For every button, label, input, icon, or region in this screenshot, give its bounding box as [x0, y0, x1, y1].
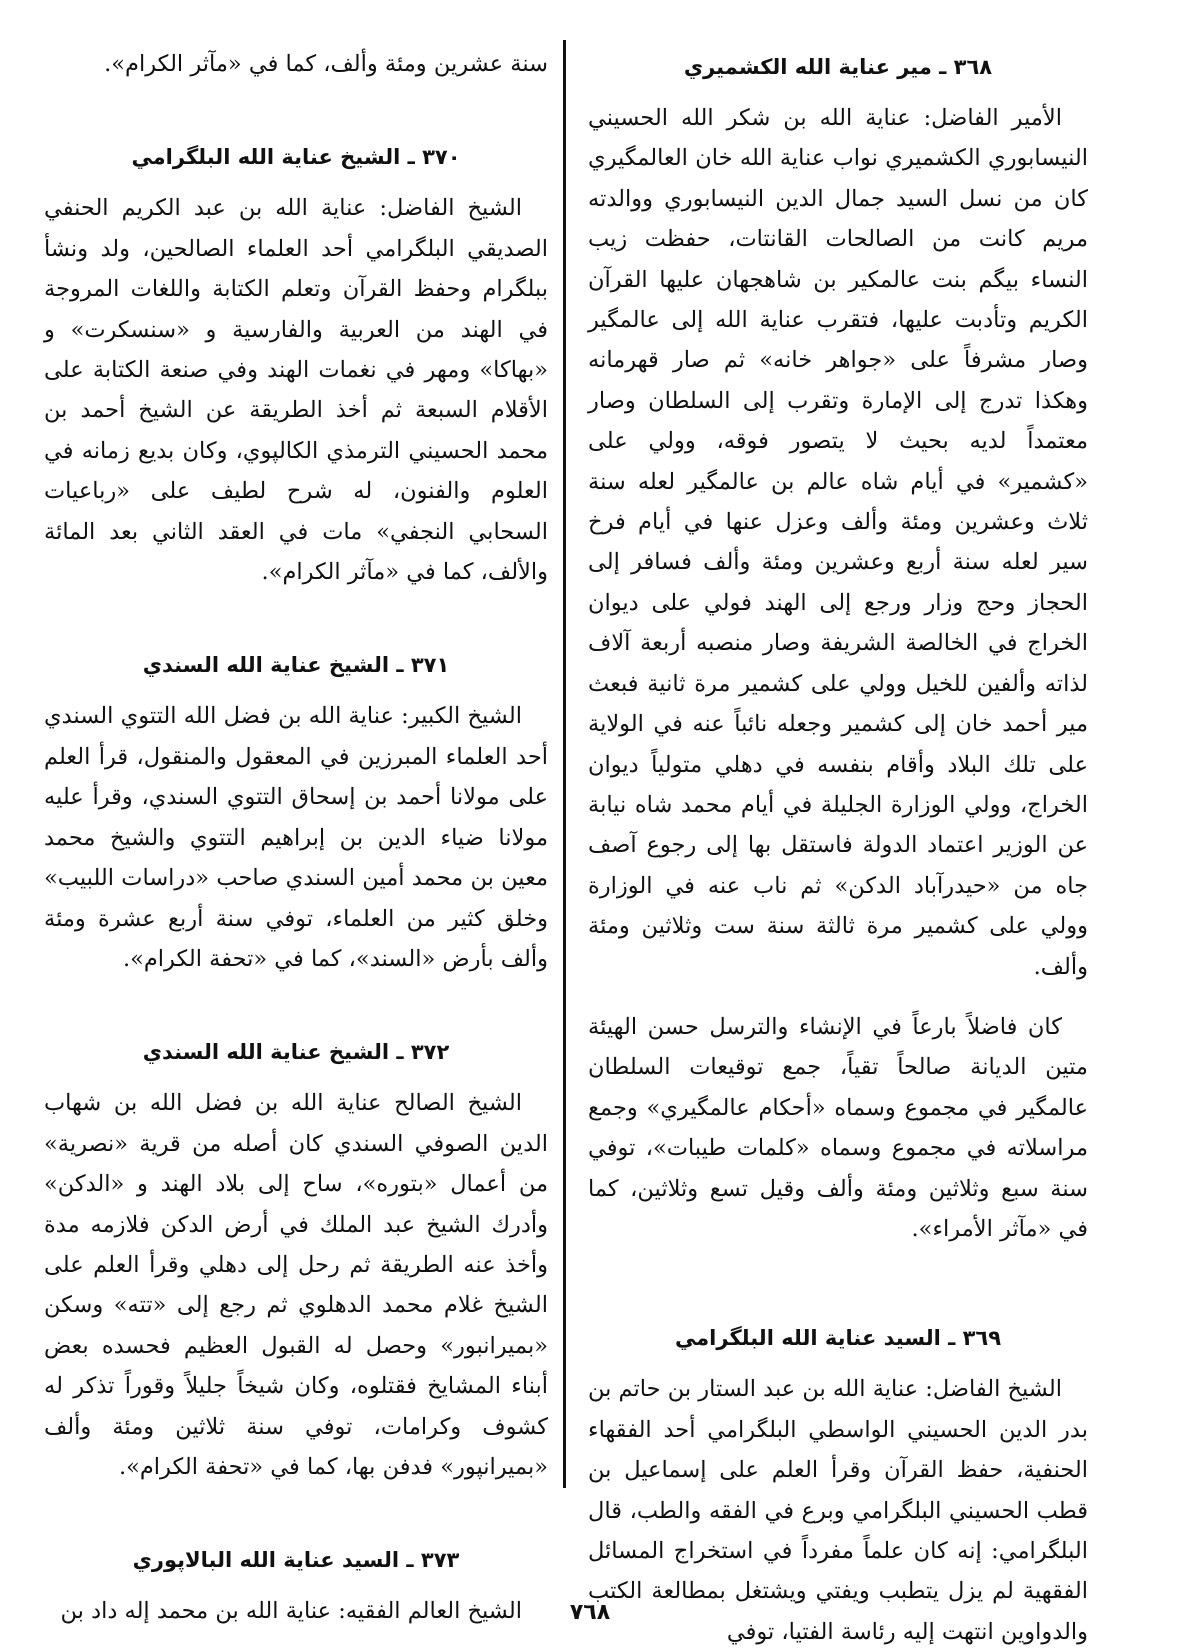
entry-372-paragraph-1: الشيخ الصالح عناية الله بن فضل الله بن شهاب الدين الصوفي السندي كان أصله من قرية «نصرية» من أعمال «بتوره»، ساح إلى بلاد الهند و «الدكن» وأدرك الشيخ عبد الملك في أرض الدكن فلازمه مدة وأخذ عنه الطريقة ثم رحل إلى دهلي وقرأ العلم على الشيخ غلام محمد الدهلوي ثم رجع إلى «تته» وسكن «بميرانبور» وحصل له القبول العظيم فحسده بعض أبناء المشايخ فقتلوه، وكان شيخاً جليلاً وقوراً تذكر له كشوف وكرامات، توفي سنة ثلاثين ومئة وألف «بميرانپور» فدفن بها، كما في «تحفة الكرام».: [44, 1090, 548, 1480]
entry-369-continuation: سنة عشرين ومئة وألف، كما في «مآثر الكرام».: [104, 51, 548, 77]
entry-371-paragraph-1: الشيخ الكبير: عناية الله بن فضل الله التتوي السندي أحد العلماء المبرزين في المعقول والمنقول، قرأ العلم على مولانا أحمد بن إسحاق التتوي السندي، وقرأ عليه مولانا ضياء الدين بن إبراهيم التتوي والشيخ محمد معين بن محمد أمين السندي صاحب «دراسات اللبيب» وخلق كثير من العلماء، توفي سنة أربع عشرة ومئة وألف بأرض «السند»، كما في «تحفة الكرام».: [44, 703, 548, 972]
entry-369-paragraph-1: الشيخ الفاضل: عناية الله بن عبد الستار بن حاتم بن بدر الدين الحسيني الواسطي البلگرامي أحد الفقهاء الحنفية، حفظ القرآن وقرأ العلم على إسماعيل بن قطب الحسيني البلگرامي وبرع في الفقه والطب، قال البلگرامي: إنه كان علماً مفرداً في استخراج المسائل الفقهية لم يزل يتطبب ويفتي ويشتغل بمطالعة الكتب والدواوين انتهت إليه رئاسة الفتيا، توفي: [588, 1376, 1088, 1645]
entry-373-heading: ٣٧٣ ـ السيد عناية الله البالاپوري: [132, 1548, 460, 1573]
entry-371-heading: ٣٧١ ـ الشيخ عناية الله السندي: [142, 653, 450, 678]
entry-372-heading: ٣٧٢ ـ الشيخ عناية الله السندي: [142, 1040, 450, 1065]
entry-368-paragraph-2: كان فاضلاً بارعاً في الإنشاء والترسل حسن الهيئة متين الديانة صالحاً تقياً، جمع توقيعات السلطان عالمگير في مجموع وسماه «أحكام عالمگيري» وجمع مراسلاته في مجموع وسماه «كلمات طيبات»، توفي سنة سبع وثلاثين ومئة وألف وقيل تسع وثلاثين، كما في «مآثر الأمراء».: [588, 1013, 1088, 1242]
entry-368-paragraph-1: الأمير الفاضل: عناية الله بن شكر الله الحسيني النيسابوري الكشميري نواب عناية الله خان العالمگيري كان من نسل السيد جمال الدين النيسابوري ووالدته مريم كانت من الصالحات القانتات، حفظت زيب النساء بيگم بنت عالمكير بن شاهجهان عليها القرآن الكريم وتأدبت عليها، فتقرب عناية الله إلى عالمگير وصار مشرفاً على «جواهر خانه» ثم صار قهرمانه وهكذا تدرج إلى الإمارة وتقرب إلى السلطان وصار معتمداً لديه بحيث لا يتصور فوقه، وولي على «كشمير» في أيام شاه عالم بن عالمگير لعله سنة ثلاث وعشرين ومئة وألف وعزل عنها في أيام فرخ سير لعله سنة أربع وعشرين ومئة وألف فسافر إلى الحجاز وحج وزار ورجع إلى الهند فولي على ديوان الخراج في الخالصة الشريفة وصار منصبه أربعة آلاف لذاته وألفين للخيل وولي على كشمير مرة ثانية فبعث مير أحمد خان إلى كشمير وجعله نائباً عنه في الولاية على تلك البلاد وأقام بنفسه في دهلي متولياً ديوان الخراج، وولي الوزارة الجليلة في أيام محمد شاه نيابة عن الوزير اعتماد الدولة فاستقل بها إلى رجوع آصف جاه من «حيدرآباد الدكن» ثم ناب عنه في الوزارة وولي على كشمير مرة ثالثة سنة ست وثلاثين ومئة وألف.: [588, 105, 1088, 980]
entry-370-heading: ٣٧٠ ـ الشيخ عناية الله البلگرامي: [131, 145, 461, 170]
left-column: [44, 44, 548, 1632]
right-column: [588, 44, 1088, 1652]
entry-368-heading: ٣٦٨ ـ مير عناية الله الكشميري: [683, 55, 993, 79]
entry-370-paragraph-1: الشيخ الفاضل: عناية الله بن عبد الكريم الحنفي الصديقي البلگرامي أحد العلماء الصالحين، ولد ونشأ ببلگرام وحفظ القرآن وتعلم الكتابة واللغات المروجة في الهند من العربية والفارسية و «سنسكرت» و «بهاكا» ومهر في نغمات الهند وفي صنعة الكتابة على الأقلام السبعة ثم أخذ الطريقة عن الشيخ أحمد بن محمد الحسيني الترمذي الكالپوي، وكان بديع زمانه في العلوم والفنون، له شرح لطيف على «رباعيات السحابي النجفي» مات في العقد الثاني بعد المائة والألف، كما في «مآثر الكرام».: [44, 195, 548, 586]
column-divider: [563, 40, 566, 1488]
entry-369-heading: ٣٦٩ ـ السيد عناية الله البلگرامي: [674, 1326, 1002, 1351]
page-number: ٧٦٨: [569, 1600, 611, 1625]
entry-373-paragraph-1: الشيخ العالم الفقيه: عناية الله بن محمد إله داد بن: [60, 1598, 522, 1625]
